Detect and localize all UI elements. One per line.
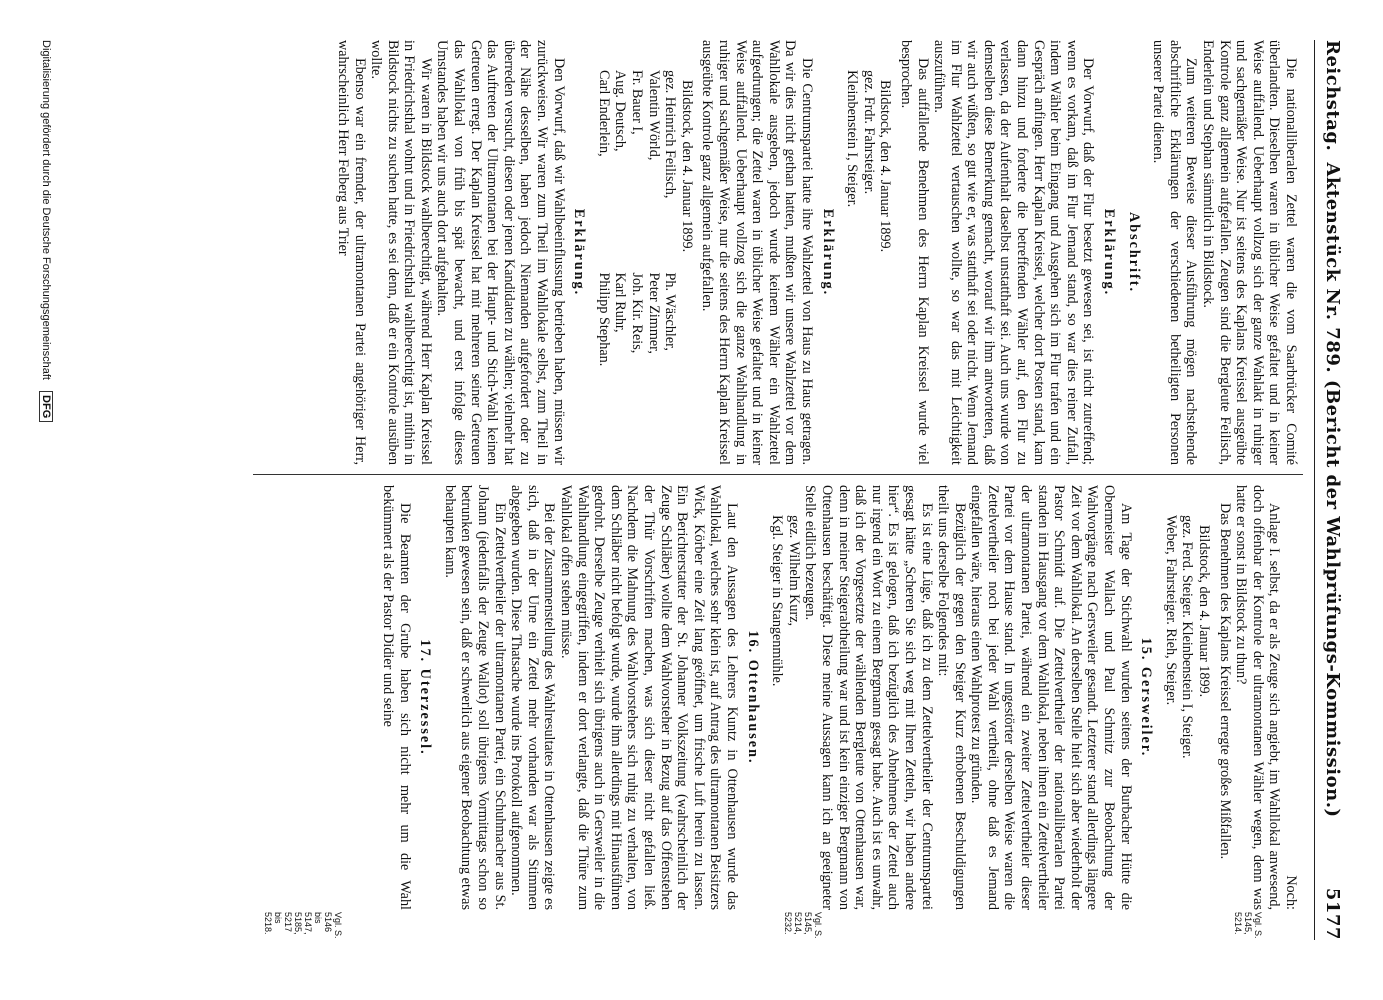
right-column [380,485,1299,910]
margin-note: Vgl. S. 5145, 5214, 5232. [783,912,823,939]
paragraph: Die nationalliberalen Zettel waren die vom Saarbrücker Comité überlandten. Dieselben waren in üblicher Weise gefaltet und in keiner Weise auffallend. Ueberhaupt vollzog sich der ganze Wahlakt in ruhiger und sachgemäßer Weise. Nur ist seitens des Kaplans Kreissel ausgeübte Kontrole ganz allgemein aufgefallen. Zeugen sind die Bergleute Feilisch, Enderlein und Stephan sämmtlich in Bildstock. [1200,40,1299,465]
signatory: Peter Zimmer, [645,272,662,354]
header-center: Aktenstück Nr. 789. (Bericht der Wahlprüfungs-Kommission.) [1322,162,1343,818]
signatory: Ph. Wäschler, [662,272,679,351]
dfg-logo: DFG [39,391,53,422]
signatory: Karl Ruhr, [612,272,629,333]
paragraph: Am Tage der Stichwahl wurden seitens der Burbacher Hütte die Obermeister Wallach und Paul Schmitz zur Beobachtung der Wahlvorgänge nach Gersweiler gesandt. Letzterer stand allerdings längere Zeit vor dem Wahllokal. An derselben Stelle hielt sich aber wiederholt der Pastor Schmidt auf. Die Zettelvertheiler der nationalliberalen Partei standen im Hausgang vor dem Wahllokal, neben ihnen ein Zettelvertheiler der ultramontanen Partei, während ein zweiter Zettelvertheiler dieser Partei vor dem Hause stand. In ungestörter derselben Weise waren die Zettelvertheiler noch bei jeder Wahl vertheilt, ohne daß es Jemand eingefallen wäre, hieraus einen Wahlprotest zu gründen. [968,485,1134,910]
signatory: Valentin Wörld, [645,70,662,161]
margin-note: Vgl. S. 5145, 5214. [1233,912,1263,939]
paragraph: Bezüglich der gegen den Steiger Kurz erhobenen Beschuldigungen theilt uns derselbe Folgendes mit: [935,485,968,910]
signatory: Fr. Bauer I, [629,70,646,135]
signatory: Joh. Kir. Reis, [629,272,646,354]
date-line: Bildstock, den 4. Januar 1899. [678,80,695,253]
paragraph: Bei der Zusammenstellung des Wahlresultates in Ottenhausen zeigte es sich, daß in der Urne ein Zettel mehr vorhanden war als Stimmen abgegeben wurden. Diese Thatsache wurde ins Protokoll aufgenommen. [508,485,558,910]
section-heading: Erklärung. [571,208,588,297]
paragraph: Den Vorwurf, daß wir Wahlbeeinflussung betrieben haben, müssen wir zurückweisen. Wir waren zum Theil im Wahllokale selbst, zum Theil in der Nähe desselben, haben jedoch Niemanden aufgefordert oder zu überreden versucht, diesen oder jenen Kandidaten zu wählen; vielmehr hat das Auftreten der Ultramontanen bei der Haupt- und Stich-Wahl keinen Getreuen erregt. Der Kaplan Kreissel hat mit mehreren seiner Getreuen das Wahllokal von früh bis spät bewacht, und erst infolge dieses Umstandes haben wir uns auch dort aufgehalten. [434,40,567,465]
footer [39,40,53,960]
signature: Kgl. Steiger in Stangenmühle. [769,515,786,687]
left-column [334,40,1299,465]
signatory: Carl Enderlein, [595,70,612,157]
section-heading: Erklärung. [819,208,836,297]
section-heading: Erklärung. [1101,208,1118,297]
signature: gez. Frdr. Fahrsteiger. [860,70,877,195]
paragraph: Wir waren in Bildstock wahlberechtigt, während Herr Kaplan Kreissel in Friedrichsthal wohnt und in Friedrichsthal wahlberechtigt ist, mithin in Bildstock nichts zu suchen hatte, es sei denn, daß er ein Kontrole ausüben wollte. [368,40,434,465]
column-divider [253,474,1303,475]
paragraph: Der Vorwurf, daß der Flur besetzt gewesen sei, ist nicht zutreffend; wenn es vorkam, daß im Flur Jemand stand, so war dies reiner Zufall, indem Wähler beim Eingang und Ausgehen sich im Flur trafen und ein Gespräch anfingen. Herr Kaplan Kreissel, welcher dort Posten stand, kam dann hinzu und forderte die betreffenden Wähler auf, den Flur zu verlassen, da der Aufenthalt daselbst unstatthaft sei. Auch uns wurde von demselben diese Bemerkung gemacht, worauf wir ihm antworteten, daß wir auch wüßten, so gut wie er, was statthaft sei oder nicht. Wenn Jemand im Flur Wahlzettel vertauschen wollte, so war das mit Leichtigkeit auszuführen. [931,40,1097,465]
signatory: gez. Heinrich Feilisch, [662,70,679,199]
paragraph: Die Beamten der Grube haben sich nicht mehr um die Wahl bekümmert als der Pastor Didier und seine [380,485,413,910]
header-left: Reichstag. [1322,40,1343,152]
paragraph: Es ist eine Lüge, daß ich zu dem Zettelvertheiler der Centrumspartei gesagt hätte „Scheren Sie sich weg mit Ihren Zetteln, wir haben andere hier“. Es ist gelogen, daß ich bezüglich des Abnehmens der Zettel auch nur irgend ein Wort zu einem Bergmann gesagt habe. Auch ist es unwahr, daß ich der Vorgesetzte der wählenden Bergleute von Ottenhausen war, denn in meiner Steigerabtheilung war und ist kein einziger Bergmann von Ottenhausen beschäftigt. Diese meine Aussagen kann ich an geeigneter Stelle eidlich bezeugen. [802,485,935,910]
date-line: Bildstock, den 4. Januar 1899. [877,80,894,253]
signatories-list [595,40,678,465]
paragraph: Die Centrumspartei hatte ihre Wahlzettel von Haus zu Haus getragen. Da wir dies nicht gethan hatten, mußten wir unsere Wahlzettel vor dem Wahllokale ausgeben, jedoch wurde keinem Wähler ein Wahlzettel aufgedrungen; die Zettel waren in üblicher Weise gefaltet und in keiner Weise auffallend. Ueberhaupt vollzog sich die ganze Wahlhandlung in ruhiger und sachgemäßer Weise, nur die seitens des Herrn Kaplan Kreissel ausgeübte Kontrole ganz allgemein aufgefallen. [699,40,815,465]
paragraph: Das auffallende Benehmen des Herrn Kaplan Kreissel wurde viel besprochen. [897,40,931,465]
section-heading: 15. Gersweiler. [1138,637,1155,758]
paragraph: Anlage I. selbst, da er als Zeuge sich angiebt, im Wahllokal anwesend, doch offenbar der Kontrole der ultramontanen Wähler wegen, denn was hatte er sonst in Bildstock zu thun? [1233,485,1283,910]
signature: Weber, Fahrsteiger. Rieh, Steiger. [1162,515,1179,706]
running-header [1314,40,1343,940]
date-line: Bildstock, den 4. Januar 1899. [1196,525,1213,698]
section-heading: 17. Uterzessel. [417,639,434,756]
signature: Kleinbenstein I, Steiger. [844,70,861,208]
signature: gez. Wilhelm Kurz, [785,515,802,627]
footer-credit: Digitalisierung gefördert durch die Deutsche Forschungsgemeinschaft [40,40,52,380]
page-number: 5177 [1322,887,1343,940]
signature: gez. Ferd. Steiger. Kleinbenstein I, Steiger. [1179,515,1196,759]
document-page [23,40,1343,940]
paragraph: Ein Zettelvertheiler der ultramontanen Partei, ein Schuhmacher aus St. Johann (jedenfalls der Zeuge Wallot) soll übrigens Vormittags schon so betrunken gewesen sein, daß er schwerlich aus eigener Beobachtung etwas behaupten kann. [441,485,508,910]
signatory: Philipp Stephan. [595,272,612,367]
paragraph: Laut den Aussagen des Lehrers Kuntz in Ottenhausen wurde das Wahllokal, welches sehr klein ist, auf Antrag des ultramontanen Beisitzers Wick, Körber eine Zeit lang geöffnet, um frische Luft herein zu lassen. Ein Berichterstatter der St. Johanner Volkszeitung (wahrscheinlich der Zeuge Schläber) wollte dem Wahlvorsteher in Bezug auf das Offenstehen der Thür Vorschriften machen, was sich dieser nicht gefallen ließ. Nachdem die Mahnung des Wahlvorstehers sich ruhig zu verhalten, von dem Schläber nicht befolgt wurde, wurde ihm allerdings mit Hinausführen gedroht. Derselbe Zeuge verhielt sich übrigens auch in Gersweiler in die Wahlhandlung eingegriffen, indem er dort verlangte, daß die Thüre zum Wahllokal offen stehen müsse. [558,485,740,910]
section-heading: 16. Ottenhausen. [744,630,761,765]
continuation-label: Noch: [1283,875,1299,910]
paragraph: Das Benehmen des Kaplans Kreissel erregte großes Mißfallen. [1216,503,1233,860]
margin-note: Vgl. S. 5146 bis 5147, 5185, 5217 bis 5218. [263,912,343,939]
section-heading: Abschrift. [1125,211,1142,294]
paragraph: Zum weiteren Beweise dieser Ausführung mögen nachstehende abschriftliche Erklärungen der verschiedenen betheiligten Personen unserer Partei dienen. [1150,40,1200,465]
signatory: Aug. Deutsch, [612,70,629,152]
paragraph: Ebenso war ein fremder, der ultramontanen Partei angehöriger Herr, wahrscheinlich Herr Felberg aus Trier [334,40,368,465]
